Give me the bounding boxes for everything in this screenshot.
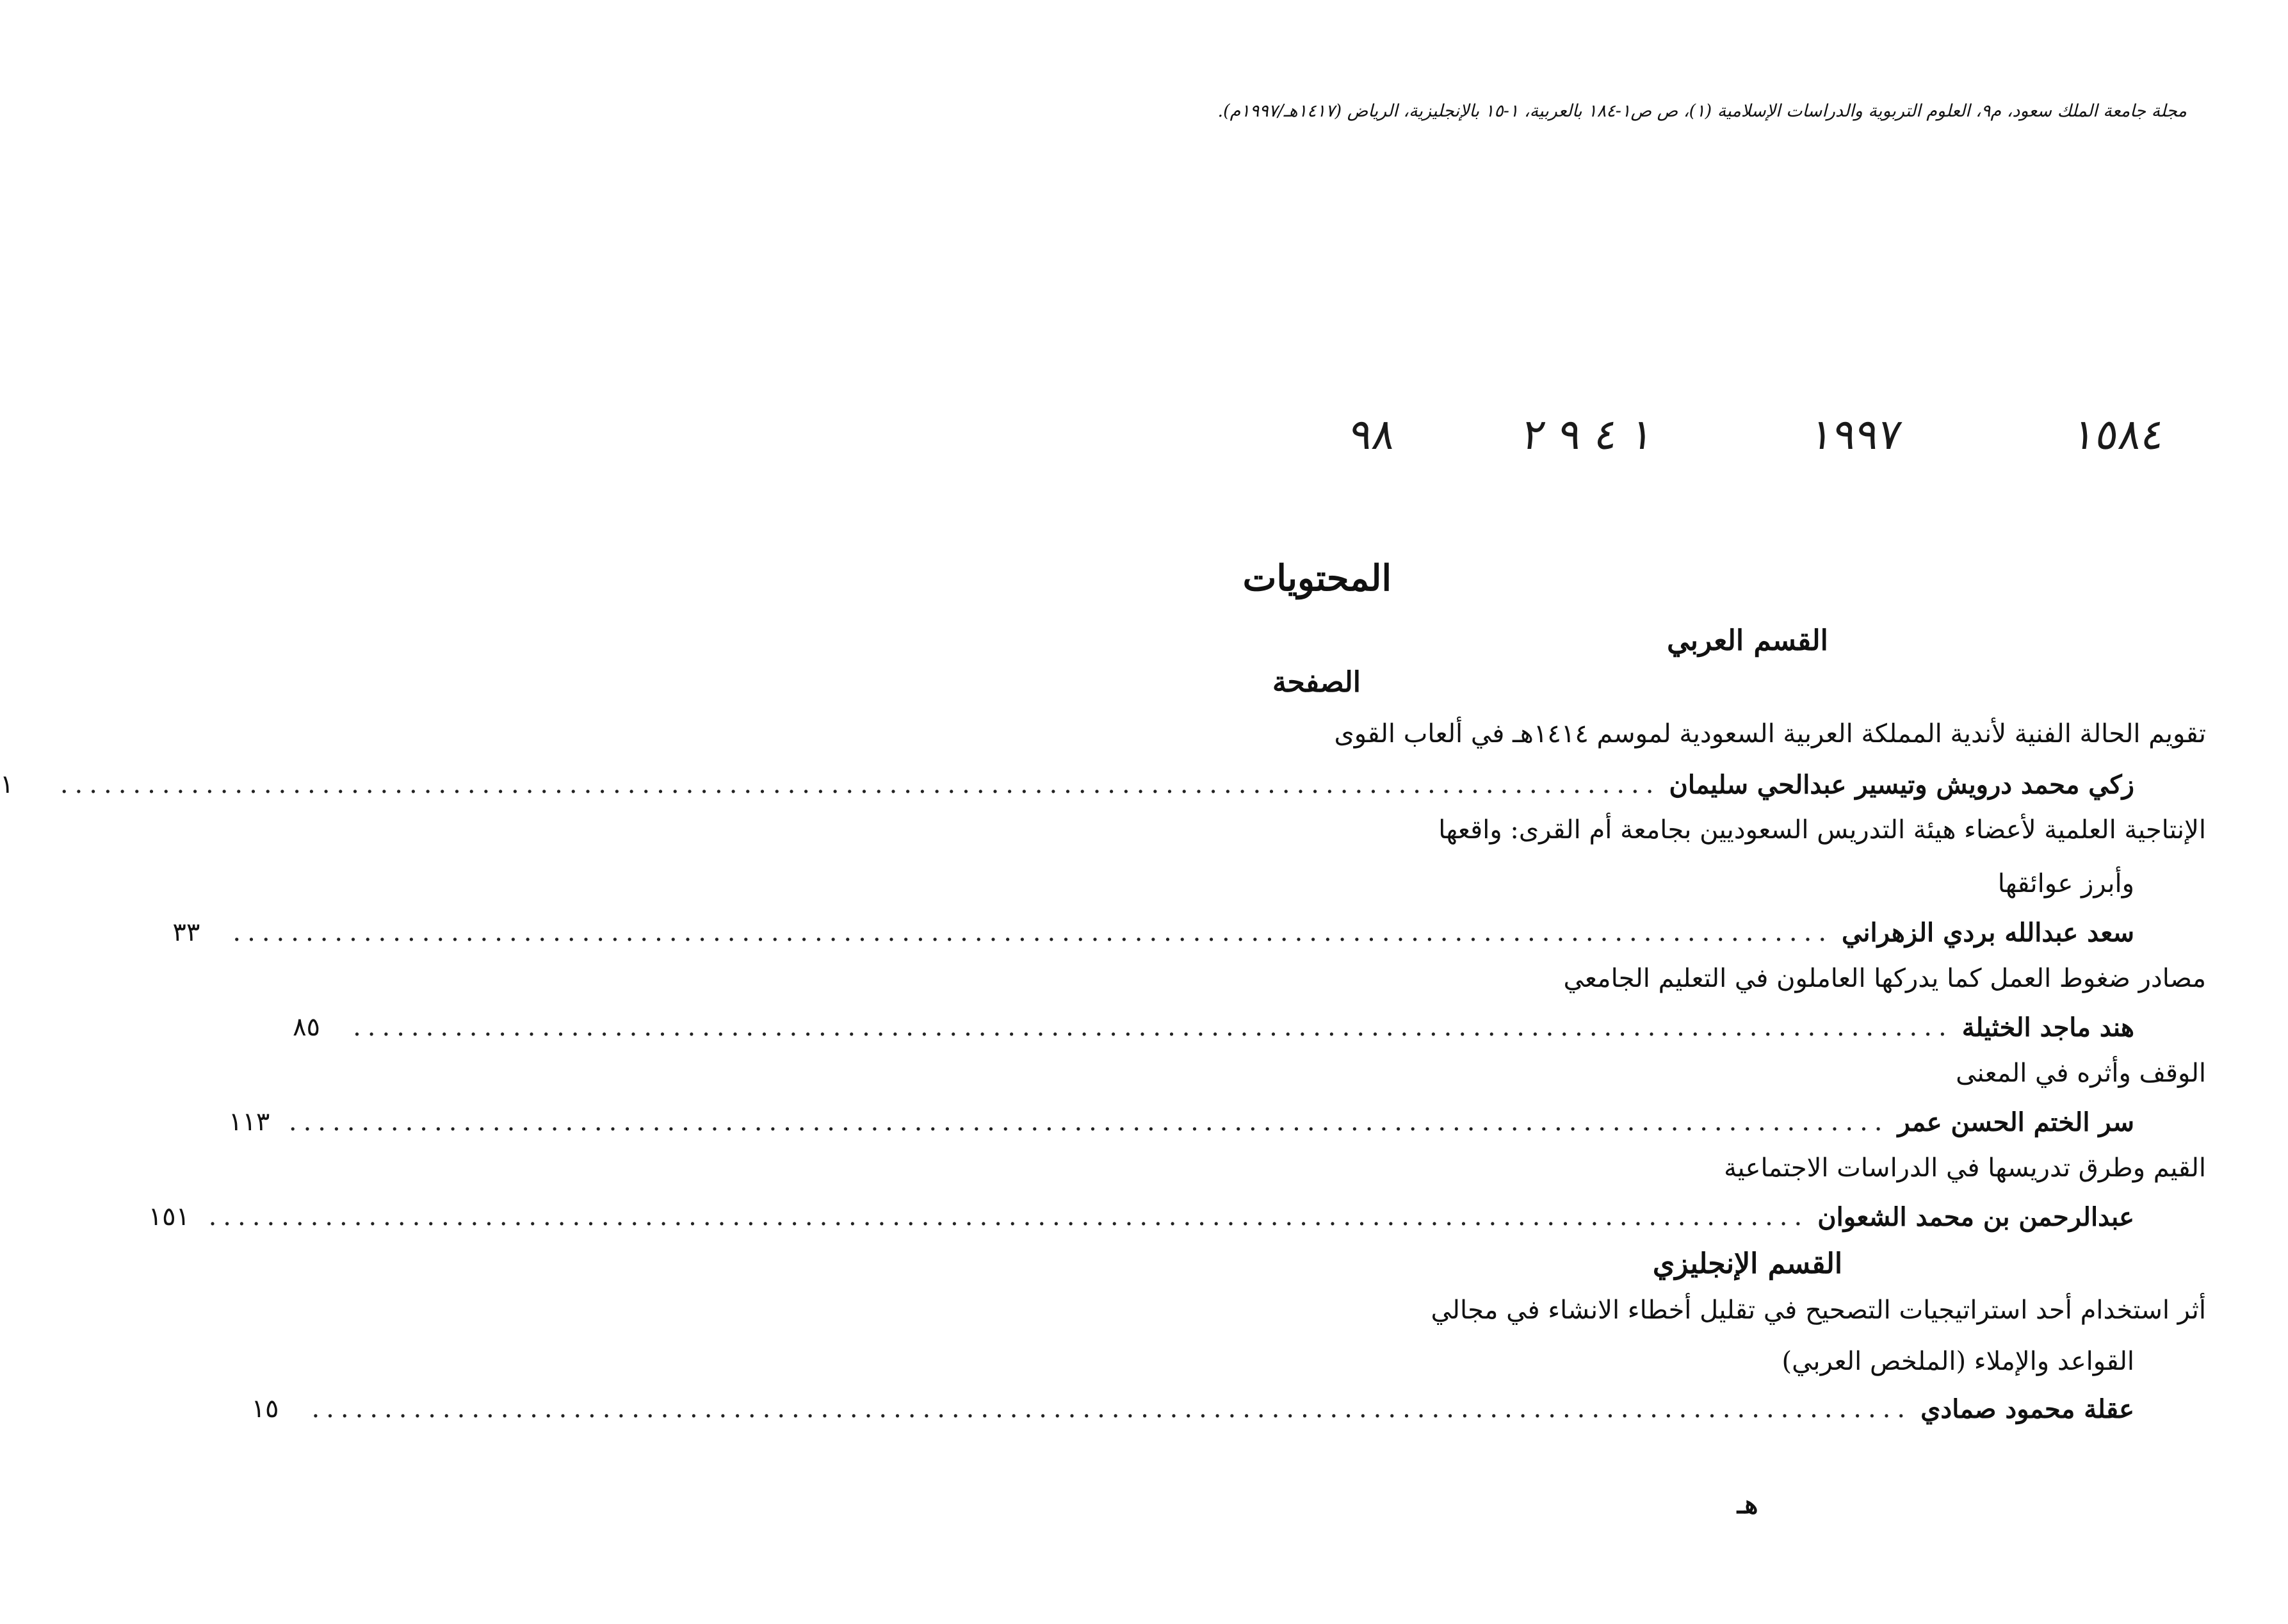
toc-entry-author: زكي محمد درويش وتيسير عبدالحي سليمان (1669, 769, 2134, 800)
contents-title: المحتويات (1242, 557, 1391, 599)
toc-entry-title: القيم وطرق تدريسها في الدراسات الاجتماعية (1724, 1153, 2206, 1183)
toc-entry-title-continuation: وأبرز عوائقها (1997, 869, 2134, 898)
handwritten-number: ١ ٤ ٩ ٢ (1519, 410, 1658, 459)
toc-entry-author-row (293, 1008, 2134, 1046)
toc-entry-author-row (0, 765, 2134, 804)
toc-entry-page-number: ١٥ (251, 1394, 279, 1424)
toc-entry-title: مصادر ضغوط العمل كما يدركها العاملون في التعليم الجامعي (1563, 964, 2206, 993)
toc-entry-page-number: ٨٥ (293, 1012, 321, 1042)
dot-leader: .............................................................................................................. (288, 1107, 1889, 1137)
toc-entry-author-row (251, 1390, 2134, 1428)
toc-entry-author-row (172, 913, 2134, 952)
toc-entry-author: سر الختم الحسن عمر (1897, 1107, 2134, 1137)
journal-citation-header: مجلة جامعة الملك سعود، م٩، العلوم التربوية والدراسات الإسلامية (١)، ص ص١-١٨٤ بالعربية، ١-١٥ بالإنجليزية، الرياض (١٤١٧هـ/١٩٩٧م). (1217, 101, 2187, 121)
toc-entry-author: عبدالرحمن بن محمد الشعوان (1817, 1201, 2134, 1232)
page-marker: هـ (1737, 1490, 1758, 1520)
arabic-section-title: القسم العربي (1667, 624, 1828, 657)
dot-leader: .............................................................................................................. (311, 1394, 1912, 1424)
toc-entry-title: تقويم الحالة الفنية لأندية المملكة العربية السعودية لموسم ١٤١٤هـ في ألعاب القوى (1334, 719, 2206, 749)
handwritten-catalog-note (1330, 410, 2193, 487)
dot-leader: .............................................................................................................. (232, 918, 1833, 947)
dot-leader: .............................................................................................................. (208, 1202, 1809, 1231)
toc-entry-author: عقلة محمود صمادي (1920, 1393, 2134, 1424)
toc-entry-author: هند ماجد الخثيلة (1961, 1012, 2134, 1043)
toc-entry-title: أثر استخدام أحد استراتيجيات التصحيح في تقليل أخطاء الانشاء في مجالي (1431, 1295, 2206, 1325)
handwritten-number: ٩٨ (1346, 410, 1399, 459)
page-column-label: الصفحة (1272, 666, 1361, 699)
toc-entry-author-row (148, 1198, 2134, 1236)
toc-entry-page-number: ١ (0, 770, 14, 799)
toc-entry-author: سعد عبدالله بردي الزهراني (1842, 917, 2134, 948)
toc-entry-page-number: ١٥١ (148, 1202, 190, 1231)
handwritten-year: ١٩٩٧ (1807, 410, 1906, 459)
dot-leader: .............................................................................................................. (353, 1012, 1953, 1042)
dot-leader: .............................................................................................................. (60, 770, 1660, 799)
toc-entry-title: الإنتاجية العلمية لأعضاء هيئة التدريس السعوديين بجامعة أم القرى: واقعها (1438, 815, 2206, 845)
toc-entry-title: الوقف وأثره في المعنى (1956, 1059, 2206, 1088)
toc-entry-author-row (228, 1103, 2134, 1141)
english-section-title: القسم الإنجليزي (1652, 1247, 1843, 1280)
toc-entry-page-number: ١١٣ (228, 1107, 270, 1137)
toc-entry-title-continuation: القواعد والإملاء (الملخص العربي) (1781, 1347, 2134, 1376)
handwritten-number: ١٥٨٤ (2070, 410, 2168, 459)
toc-entry-page-number: ٣٣ (172, 918, 200, 947)
